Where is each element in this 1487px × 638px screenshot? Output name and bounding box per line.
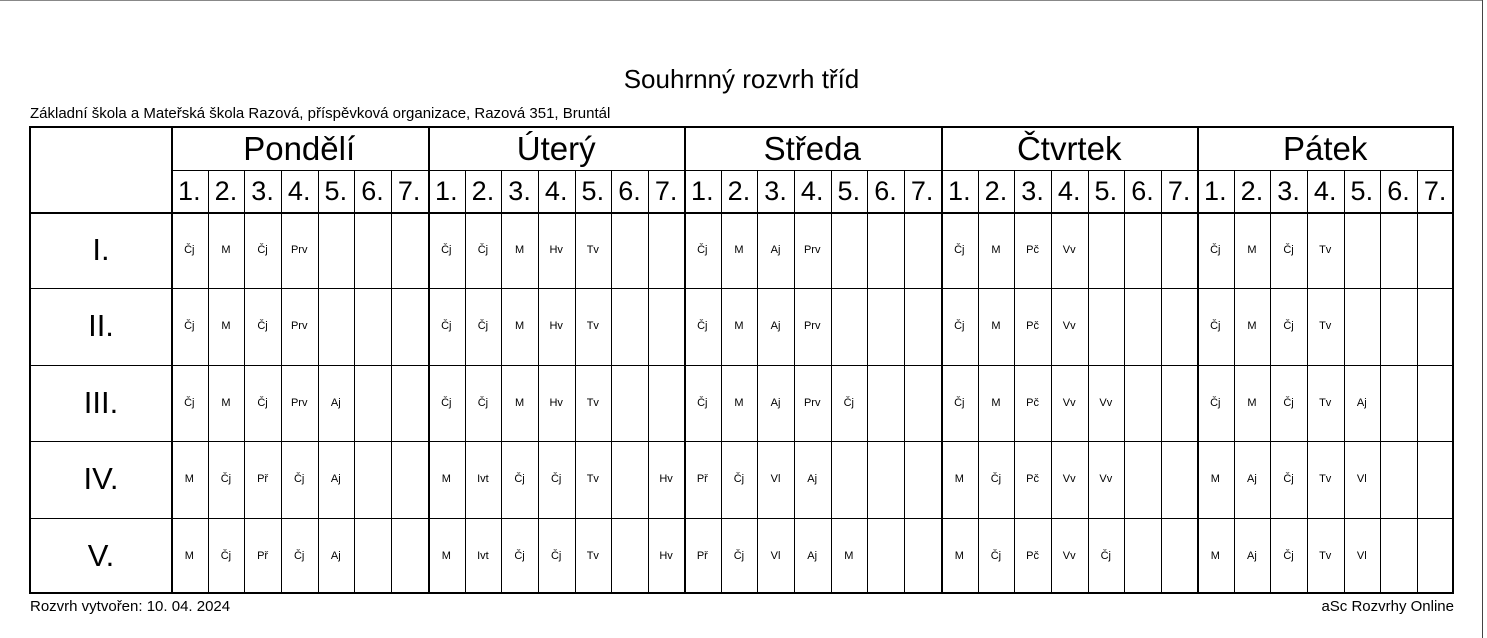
lesson-cell: Vv	[1099, 473, 1113, 486]
lesson-cell: M	[514, 396, 525, 409]
lesson-cell: Vl	[1356, 549, 1367, 562]
period-header: 4.	[1057, 176, 1081, 206]
lesson-cell: Prv	[803, 244, 821, 256]
lesson-cell: Prv	[803, 320, 821, 333]
lesson-cell: Čj	[441, 244, 452, 256]
lesson-cell: Čj	[550, 549, 562, 562]
lesson-cell: Aj	[807, 549, 818, 562]
lesson-cell: Čj	[954, 244, 965, 256]
lesson-cell: Čj	[697, 320, 708, 333]
period-header: 2.	[1240, 176, 1264, 206]
class-name: V.	[87, 537, 115, 573]
lesson-cell: Tv	[1319, 549, 1332, 562]
lesson-cell: Aj	[1247, 473, 1257, 486]
lesson-cell: M	[991, 244, 1001, 256]
lesson-cell: M	[441, 473, 451, 486]
lesson-cell: Prv	[290, 244, 308, 256]
lesson-cell: Ivt	[477, 549, 489, 562]
period-divider	[1380, 170, 1381, 592]
page-title: Souhrnný rozvrh tříd	[623, 64, 860, 94]
lesson-cell: Čj	[1283, 244, 1294, 256]
period-header: 1.	[691, 176, 714, 206]
period-header: 7.	[910, 176, 934, 206]
lesson-cell: Prv	[803, 396, 821, 409]
lesson-cell: Čj	[1210, 396, 1221, 409]
lesson-cell: Čj	[954, 396, 965, 409]
day-header: Úterý	[516, 130, 596, 167]
period-header: 3.	[1277, 176, 1300, 206]
lesson-cell: M	[1210, 549, 1220, 562]
day-header: Středa	[763, 130, 861, 167]
lesson-cell: Aj	[330, 396, 341, 409]
lesson-cell: M	[734, 320, 744, 333]
lesson-cell: M	[221, 320, 231, 333]
lesson-cell: M	[991, 320, 1001, 333]
lesson-cell: Čj	[184, 320, 195, 333]
lesson-cell: M	[844, 549, 854, 562]
period-divider	[867, 170, 868, 592]
lesson-cell: Čj	[257, 244, 268, 256]
lesson-cell: M	[734, 244, 744, 256]
lesson-cell: Čj	[697, 244, 708, 256]
period-header: 2.	[984, 176, 1008, 206]
lesson-cell: Čj	[550, 473, 562, 486]
lesson-cell: Vv	[1062, 244, 1076, 256]
period-divider	[391, 170, 392, 592]
lesson-cell: Pč	[1026, 320, 1039, 333]
period-header: 6.	[618, 176, 641, 206]
period-divider	[611, 170, 612, 592]
lesson-cell: Čj	[990, 549, 1002, 562]
period-header: 6.	[361, 176, 384, 206]
lesson-cell: Čj	[954, 320, 965, 333]
lesson-cell: Čj	[184, 244, 195, 256]
lesson-cell: M	[734, 396, 744, 409]
lesson-cell: Pč	[1026, 244, 1039, 256]
lesson-cell: Př	[696, 473, 708, 486]
lesson-cell: Hv	[549, 396, 563, 409]
period-header: 5.	[837, 176, 861, 206]
page-border-top	[0, 0, 1483, 1]
period-header: 5.	[581, 176, 605, 206]
lesson-cell: Př	[257, 549, 269, 562]
period-header: 6.	[1131, 176, 1154, 206]
class-name: II.	[88, 308, 114, 344]
day-header: Čtvrtek	[1016, 130, 1122, 167]
lesson-cell: Čj	[477, 244, 489, 256]
lesson-cell: Čj	[477, 320, 489, 333]
lesson-cell: M	[441, 549, 451, 562]
period-header: 7.	[1167, 176, 1191, 206]
lesson-cell: M	[514, 244, 525, 256]
lesson-cell: Čj	[697, 396, 708, 409]
lesson-cell: M	[954, 549, 964, 562]
period-header: 4.	[287, 176, 311, 206]
lesson-cell: Čj	[990, 473, 1002, 486]
period-header: 5.	[324, 176, 348, 206]
lesson-cell: Tv	[1319, 244, 1332, 256]
timetable-grid	[29, 126, 1454, 594]
class-name: III.	[83, 384, 119, 420]
lesson-cell: Hv	[549, 320, 563, 333]
period-header: 3.	[764, 176, 787, 206]
period-header: 7.	[654, 176, 678, 206]
lesson-cell: Vv	[1062, 320, 1076, 333]
lesson-cell: Čj	[514, 473, 525, 486]
lesson-cell: M	[184, 473, 194, 486]
period-header: 6.	[1387, 176, 1410, 206]
lesson-cell: M	[1247, 320, 1257, 333]
lesson-cell: Čj	[1283, 320, 1294, 333]
period-header: 5.	[1350, 176, 1374, 206]
lesson-cell: Vl	[770, 549, 781, 562]
lesson-cell: Čj	[733, 549, 745, 562]
lesson-cell: Čj	[220, 473, 232, 486]
lesson-cell: Tv	[586, 320, 599, 333]
school-name: Základní škola a Mateřská škola Razová, příspěvková organizace, Razová 351, Bruntál	[30, 105, 611, 122]
lesson-cell: Ivt	[477, 473, 489, 486]
lesson-cell: Aj	[770, 244, 781, 256]
lesson-cell: M	[184, 549, 194, 562]
period-header: 2.	[471, 176, 495, 206]
software-credit: aSc Rozvrhy Online	[1321, 598, 1454, 615]
period-header: 4.	[800, 176, 824, 206]
lesson-cell: Čj	[220, 549, 232, 562]
lesson-cell: Prv	[290, 396, 308, 409]
day-header: Pátek	[1283, 130, 1368, 167]
created-date: Rozvrh vytvořen: 10. 04. 2024	[30, 598, 231, 615]
lesson-cell: Čj	[1283, 549, 1294, 562]
lesson-cell: Čj	[257, 320, 268, 333]
lesson-cell: Aj	[1356, 396, 1367, 409]
period-header: 6.	[874, 176, 897, 206]
day-header: Pondělí	[243, 130, 356, 167]
period-header: 3.	[1021, 176, 1044, 206]
lesson-cell: M	[954, 473, 964, 486]
lesson-cell: Vl	[770, 473, 781, 486]
lesson-cell: Př	[696, 549, 708, 562]
lesson-cell: Tv	[1319, 473, 1332, 486]
lesson-cell: M	[1247, 244, 1257, 256]
lesson-cell: Prv	[290, 320, 308, 333]
period-header: 2.	[214, 176, 238, 206]
lesson-cell: Čj	[293, 549, 305, 562]
lesson-cell: Tv	[1319, 396, 1332, 409]
lesson-cell: Aj	[770, 396, 781, 409]
lesson-cell: Aj	[1247, 549, 1257, 562]
lesson-cell: Čj	[184, 396, 195, 409]
lesson-cell: M	[221, 396, 231, 409]
period-header: 1.	[178, 176, 201, 206]
lesson-cell: M	[991, 396, 1001, 409]
lesson-cell: Tv	[586, 244, 599, 256]
lesson-cell: Aj	[330, 473, 341, 486]
period-header: 7.	[1423, 176, 1447, 206]
period-header: 1.	[948, 176, 971, 206]
period-divider	[1124, 170, 1125, 592]
lesson-cell: Čj	[1210, 320, 1221, 333]
period-header: 1.	[1204, 176, 1227, 206]
lesson-cell: Čj	[733, 473, 745, 486]
lesson-cell: Pč	[1026, 473, 1039, 486]
lesson-cell: Čj	[1100, 549, 1111, 562]
period-divider	[1417, 170, 1418, 592]
class-name: I.	[92, 232, 110, 267]
lesson-cell: Vv	[1062, 473, 1076, 486]
lesson-cell: Čj	[1283, 396, 1294, 409]
lesson-cell: Tv	[586, 473, 599, 486]
lesson-cell: Tv	[586, 396, 599, 409]
lesson-cell: M	[514, 320, 525, 333]
lesson-cell: Aj	[807, 473, 818, 486]
lesson-cell: Tv	[586, 549, 599, 562]
period-header: 3.	[251, 176, 274, 206]
period-divider	[354, 170, 355, 592]
lesson-cell: Vv	[1099, 396, 1113, 409]
period-header: 5.	[1094, 176, 1118, 206]
lesson-cell: M	[1247, 396, 1257, 409]
lesson-cell: Čj	[843, 396, 854, 409]
lesson-cell: Čj	[1210, 244, 1221, 256]
period-header: 7.	[397, 176, 421, 206]
period-header: 1.	[435, 176, 458, 206]
period-divider	[1161, 170, 1162, 592]
lesson-cell: Pč	[1026, 549, 1039, 562]
lesson-cell: Hv	[659, 473, 673, 486]
period-header: 4.	[1313, 176, 1337, 206]
lesson-cell: Čj	[257, 396, 268, 409]
lesson-cell: Čj	[514, 549, 525, 562]
period-header: 4.	[544, 176, 568, 206]
lesson-cell: Hv	[549, 244, 563, 256]
lesson-cell: Aj	[770, 320, 781, 333]
lesson-cell: M	[1210, 473, 1220, 486]
period-header: 2.	[727, 176, 751, 206]
period-header: 3.	[508, 176, 531, 206]
lesson-cell: Vv	[1062, 396, 1076, 409]
lesson-cell: Čj	[1283, 473, 1294, 486]
class-name: IV.	[83, 461, 119, 497]
lesson-cell: M	[221, 244, 231, 256]
lesson-cell: Pč	[1026, 396, 1039, 409]
lesson-cell: Čj	[293, 473, 305, 486]
lesson-cell: Př	[257, 473, 269, 486]
lesson-cell: Tv	[1319, 320, 1332, 333]
lesson-cell: Čj	[441, 320, 452, 333]
lesson-cell: Hv	[659, 549, 673, 562]
lesson-cell: Čj	[477, 396, 489, 409]
lesson-cell: Aj	[330, 549, 341, 562]
lesson-cell: Čj	[441, 396, 452, 409]
lesson-cell: Vv	[1062, 549, 1076, 562]
lesson-cell: Vl	[1356, 473, 1367, 486]
period-divider	[904, 170, 905, 592]
